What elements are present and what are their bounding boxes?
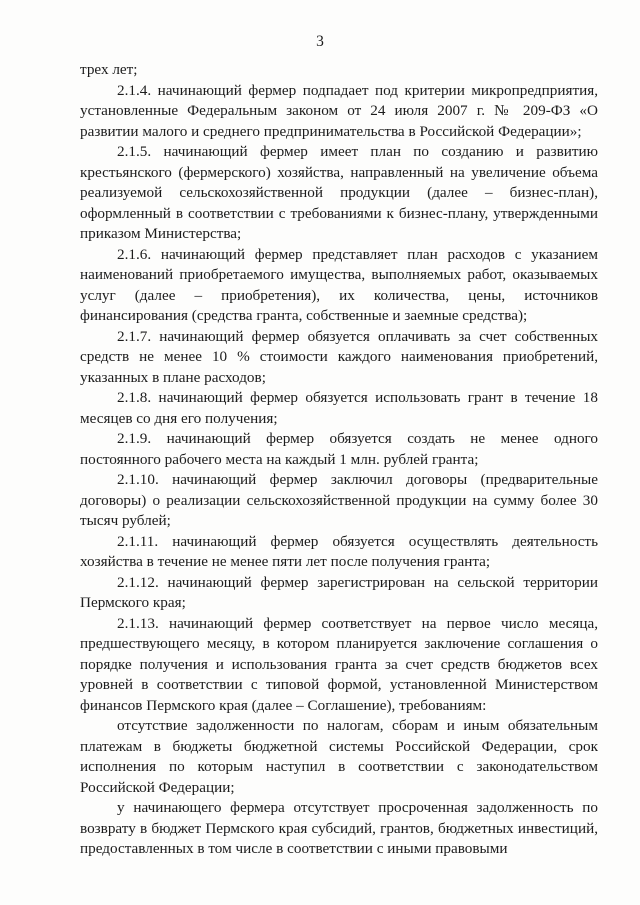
paragraph-continuation: трех лет; (80, 61, 138, 78)
paragraph-2-1-12: 2.1.12. начинающий фермер зарегистрирован на сельской территории Пермского края; (80, 573, 598, 611)
page-number: 3 (316, 33, 324, 50)
paragraph-2-1-7: 2.1.7. начинающий фермер обязуется оплачивать за счет собственных средств не менее 10 % стоимости каждого наименования приобретений, указанных в плане расходов; (80, 327, 598, 386)
paragraph-2-1-6: 2.1.6. начинающий фермер представляет план расходов с указанием наименований приобретаемого имущества, выполняемых работ, оказываемых услуг (далее – приобретения), их количества, цены, источников финансирования (средства гранта, собственные и заемные средства); (80, 245, 598, 324)
paragraph-2-1-5: 2.1.5. начинающий фермер имеет план по созданию и развитию крестьянского (фермерского) хозяйства, направленный на увеличение объема реализуемой сельскохозяйственной продукции (далее – бизнес-план), оформленный в соответствии с требованиями к бизнес-плану, утвержденными приказом Министерства; (80, 143, 598, 242)
document-body (80, 60, 598, 860)
paragraph-no-tax-debt: отсутствие задолженности по налогам, сборам и иным обязательным платежам в бюджеты бюджетной системы Российской Федерации, срок исполнения по которым наступил в соответствии с законодательством Российской Федерации; (80, 717, 598, 796)
paragraph-no-overdue-debt: у начинающего фермера отсутствует просроченная задолженность по возврату в бюджет Пермского края субсидий, грантов, бюджетных инвестиций, предоставленных в том числе в соответствии с иными правовыми (80, 799, 598, 857)
paragraph-2-1-11: 2.1.11. начинающий фермер обязуется осуществлять деятельность хозяйства в течение не менее пяти лет после получения гранта; (80, 532, 598, 570)
paragraph-2-1-13: 2.1.13. начинающий фермер соответствует на первое число месяца, предшествующего месяцу, в котором планируется заключение соглашения о порядке получения и использования гранта за счет средств бюджетов всех уровней в соответствии с типовой формой, установленной Министерством финансов Пермского края (далее – Соглашение), требованиям: (80, 614, 598, 714)
paragraph-2-1-10: 2.1.10. начинающий фермер заключил договоры (предварительные договоры) о реализации сельскохозяйственной продукции на сумму более 30 тысяч рублей; (80, 471, 598, 529)
paragraph-2-1-9: 2.1.9. начинающий фермер обязуется создать не менее одного постоянного рабочего места на каждый 1 млн. рублей гранта; (80, 430, 598, 468)
paragraph-2-1-8: 2.1.8. начинающий фермер обязуется использовать грант в течение 18 месяцев со дня его получения; (80, 389, 598, 427)
paragraph-2-1-4: 2.1.4. начинающий фермер подпадает под критерии микропредприятия, установленные Федеральным законом от 24 июля 2007 г. № 209-ФЗ «О развитии малого и среднего предпринимательства в Российской Федерации»; (80, 81, 598, 140)
